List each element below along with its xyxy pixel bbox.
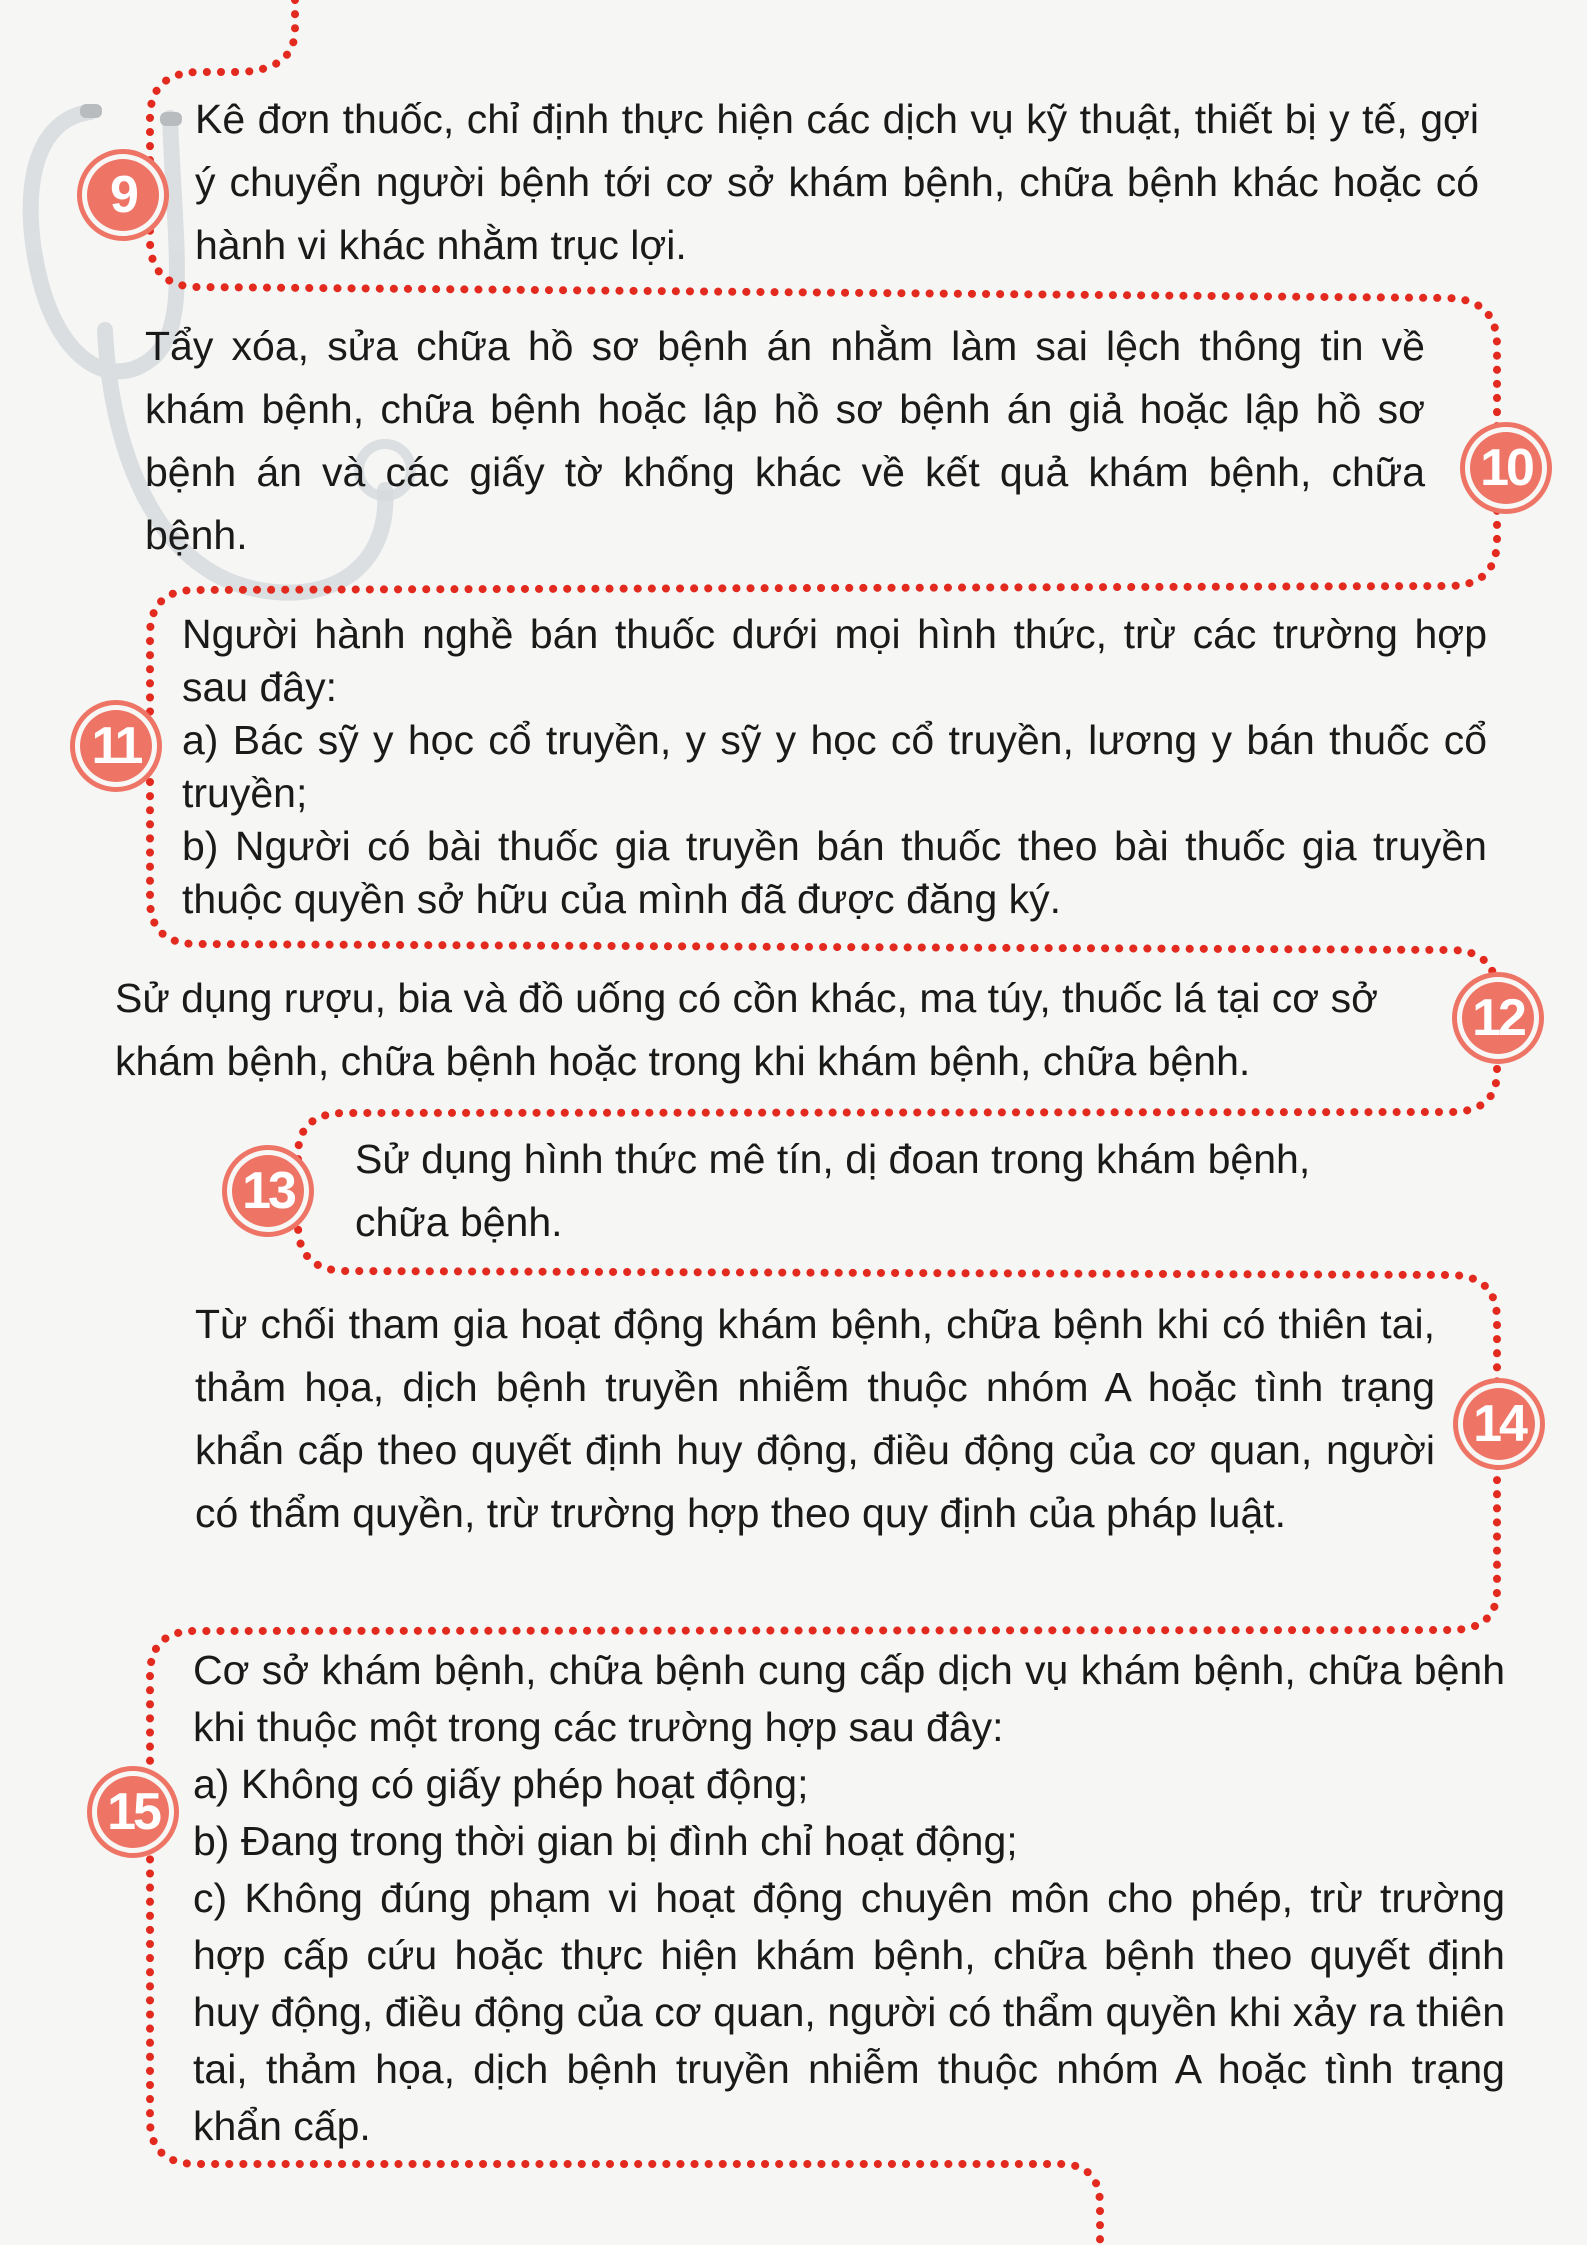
item-9-number: 9 <box>87 159 159 231</box>
item-13-number: 13 <box>232 1155 304 1227</box>
item-11-paragraph-b: b) Người có bài thuốc gia truyền bán thuốc theo bài thuốc gia truyền thuộc quyền sở hữu của mình đã được đăng ký. <box>182 823 1487 922</box>
item-15-paragraph-intro: Cơ sở khám bệnh, chữa bệnh cung cấp dịch vụ khám bệnh, chữa bệnh khi thuộc một trong các trường hợp sau đây: <box>193 1647 1505 1750</box>
item-12-paragraph: Sử dụng rượu, bia và đồ uống có cồn khác, ma túy, thuốc lá tại cơ sở khám bệnh, chữa bệnh hoặc trong khi khám bệnh, chữa bệnh. <box>115 975 1378 1084</box>
item-11-paragraph-a: a) Bác sỹ y học cổ truyền, y sỹ y học cổ truyền, lương y bán thuốc cổ truyền; <box>182 717 1487 816</box>
item-14-paragraph: Từ chối tham gia hoạt động khám bệnh, chữa bệnh khi có thiên tai, thảm họa, dịch bệnh truyền nhiễm thuộc nhóm A hoặc tình trạng khẩn cấp theo quyết định huy động, điều động của cơ quan, người có thẩm quyền, trừ trường hợp theo quy định của pháp luật. <box>195 1301 1435 1536</box>
item-10-number: 10 <box>1470 432 1542 504</box>
item-11-text <box>182 608 1487 926</box>
item-13-paragraph: Sử dụng hình thức mê tín, dị đoan trong khám bệnh, chữa bệnh. <box>355 1136 1311 1245</box>
item-12-number: 12 <box>1462 982 1534 1054</box>
item-13-number-badge <box>222 1145 314 1237</box>
item-15-text <box>193 1642 1505 2155</box>
item-11-number: 11 <box>80 710 152 782</box>
item-15-paragraph-c: c) Không đúng phạm vi hoạt động chuyên môn cho phép, trừ trường hợp cấp cứu hoặc thực hiện khám bệnh, chữa bệnh theo quyết định huy động, điều động của cơ quan, người có thẩm quyền khi xảy ra thiên tai, thảm họa, dịch bệnh truyền nhiễm thuộc nhóm A hoặc tình trạng khẩn cấp. <box>193 1875 1505 2149</box>
item-15-number-badge <box>87 1766 179 1858</box>
item-9-paragraph: Kê đơn thuốc, chỉ định thực hiện các dịch vụ kỹ thuật, thiết bị y tế, gợi ý chuyển người bệnh tới cơ sở khám bệnh, chữa bệnh khác hoặc có hành vi khác nhằm trục lợi. <box>195 96 1479 268</box>
item-11-number-badge <box>70 700 162 792</box>
item-15-number: 15 <box>97 1776 169 1848</box>
item-14-number: 14 <box>1463 1388 1535 1460</box>
item-14-text <box>195 1293 1435 1545</box>
item-9-number-badge <box>77 149 169 241</box>
item-10-paragraph: Tẩy xóa, sửa chữa hồ sơ bệnh án nhằm làm sai lệch thông tin về khám bệnh, chữa bệnh hoặc lập hồ sơ bệnh án giả hoặc lập hồ sơ bệnh án và các giấy tờ khống khác về kết quả khám bệnh, chữa bệnh. <box>145 323 1425 558</box>
item-10-text <box>145 315 1425 567</box>
item-13-text <box>355 1128 1355 1254</box>
item-12-number-badge <box>1452 972 1544 1064</box>
item-15-paragraph-a: a) Không có giấy phép hoạt động; <box>193 1761 809 1807</box>
item-10-number-badge <box>1460 422 1552 514</box>
item-15-paragraph-b: b) Đang trong thời gian bị đình chỉ hoạt động; <box>193 1818 1018 1864</box>
item-14-number-badge <box>1453 1378 1545 1470</box>
item-12-text <box>115 967 1465 1093</box>
item-9-text <box>195 88 1479 277</box>
item-11-paragraph-intro: Người hành nghề bán thuốc dưới mọi hình thức, trừ các trường hợp sau đây: <box>182 611 1487 710</box>
